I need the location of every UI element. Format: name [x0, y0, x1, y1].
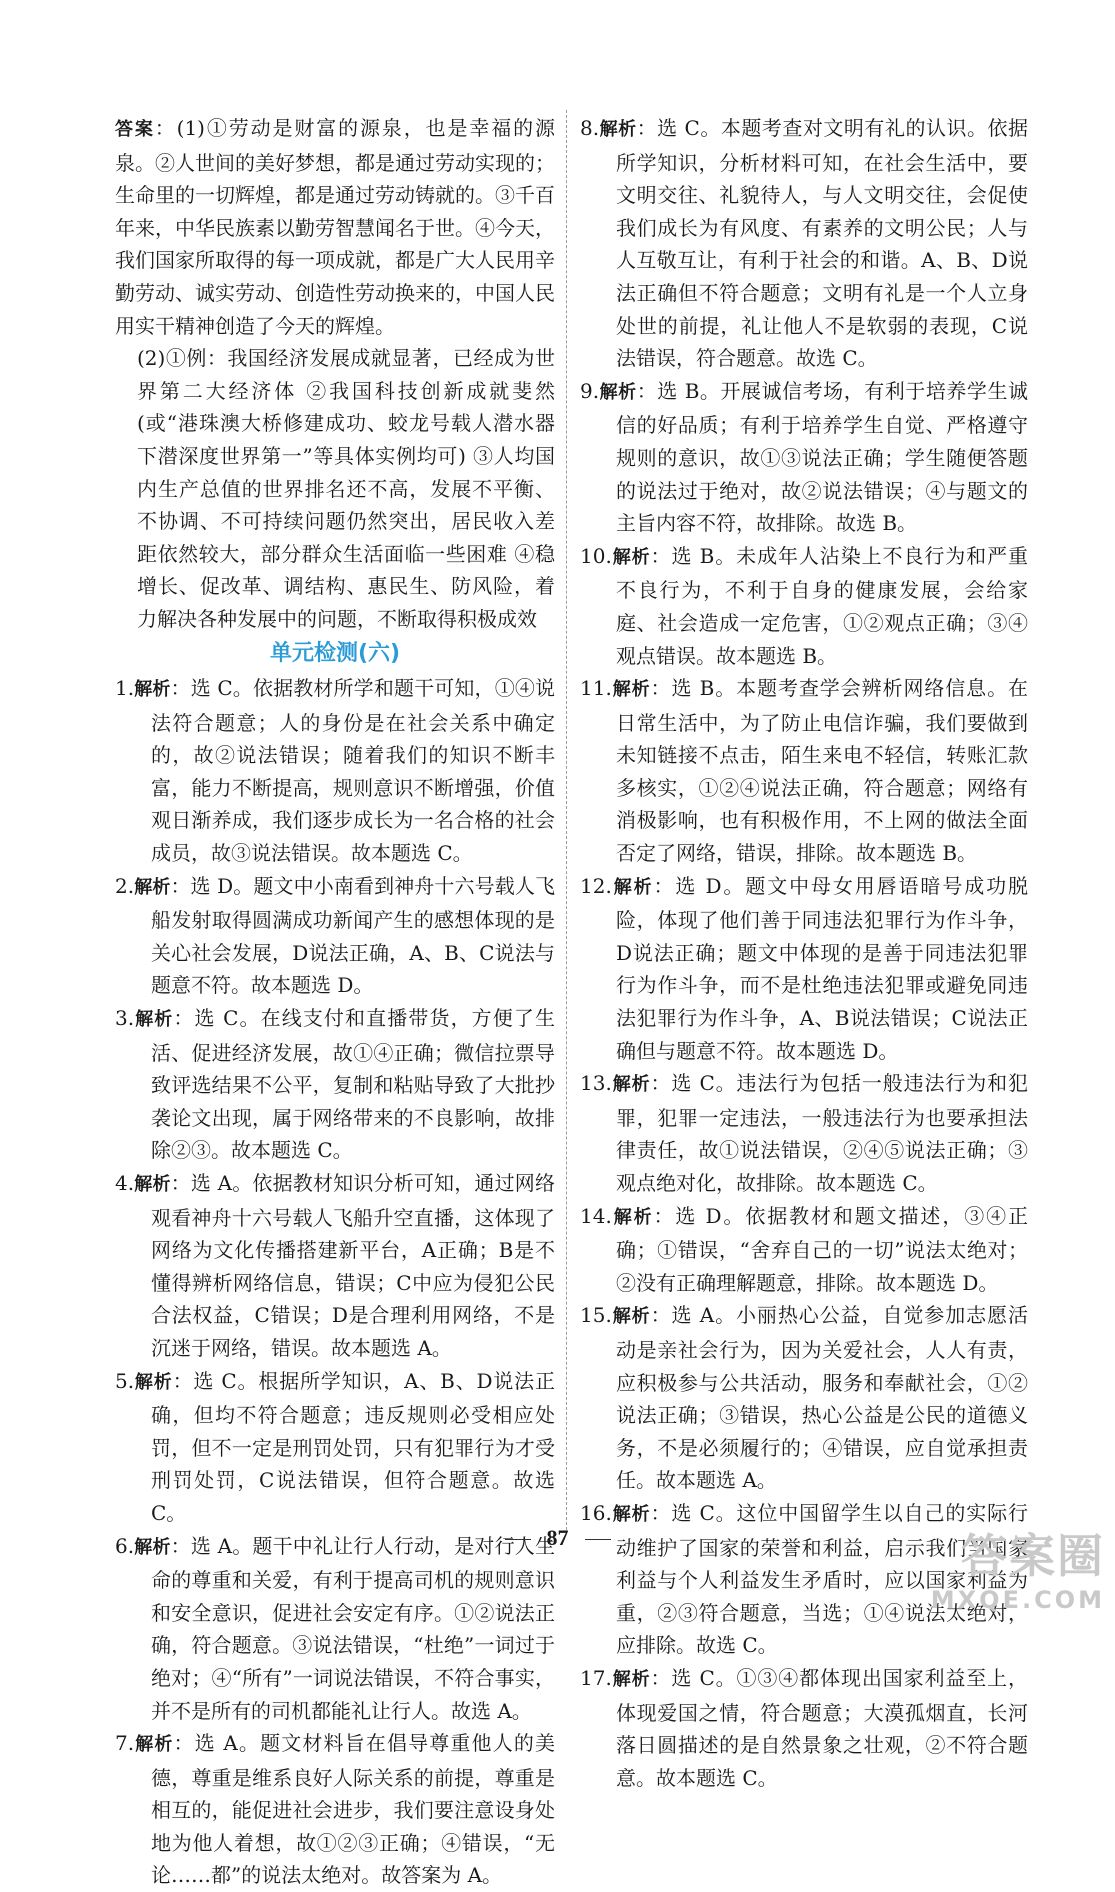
analysis-text: ：选 A。题干中礼让行人行动，是对行人生命的尊重和关爱，有利于提高司机的规则意识和安全意识，促进社会安定有序。①②说法正确，符合题意。③说法错误，“杜绝”一词过于绝对；④“所有”一词说法错误，不符合事实，并不是所有的司机都能礼让行人。故选 A。 [151, 1533, 555, 1723]
question-number: 8. [580, 116, 600, 140]
analysis-label: 解析 [611, 1503, 651, 1525]
analysis-label: 解析 [611, 679, 651, 701]
analysis-text: ：选 A。题文材料旨在倡导尊重他人的美德，尊重是维系良好人际关系的前提，尊重是相互的，能促进社会进步，我们要注意设身处地为他人着想，故①②③正确；④错误，“无论……都”的说法太绝对。故答案为 A。 [151, 1731, 555, 1888]
question-number: 7. [115, 1731, 135, 1756]
analysis-text: ：选 C。①③④都体现出国家利益至上，体现爱国之情，符合题意；大漠孤烟直，长河落日圆描述的是自然景象之壮观，②不符合题意。故本题选 C。 [616, 1665, 1028, 1790]
section-title: 单元检测(六) [269, 640, 401, 666]
question-item [115, 870, 555, 1002]
analysis-label: 解析 [134, 1734, 174, 1756]
analysis-text: ：选 D。题文中母女用唇语暗号成功脱险，体现了他们善于同违法犯罪行为作斗争，D说法正确；题文中体现的是善于同违法犯罪行为作斗争，而不是杜绝违法犯罪或避免同违法犯罪行为作斗争，A、B说法错误；C说法正确但与题意不符。故本题选 D。 [616, 873, 1028, 1063]
question-item [115, 1727, 555, 1892]
analysis-text: ：选 C。这位中国留学生以自己的实际行动维护了国家的荣誉和利益，启示我们当国家利益与个人利益发生矛盾时，应以国家利益为重，②③符合题意，当选；①④说法太绝对，应排除。故选 C。 [616, 1500, 1028, 1658]
column-divider [566, 110, 567, 1530]
analysis-label: 解析 [134, 1536, 171, 1558]
left-item-list [115, 672, 555, 1892]
question-number: 2. [115, 873, 135, 898]
analysis-text: ：选 B。本题考查学会辨析网络信息。在日常生活中，为了防止电信诈骗，我们要做到未知链接不点击，陌生来电不轻信，转账汇款多核实，①②④说法正确，符合题意；网络有消极影响，也有积极作用，不上网的做法全面否定了网络，错误，排除。故本题选 B。 [616, 676, 1028, 866]
page-number-text: 87 [546, 1525, 569, 1550]
question-item [580, 672, 1028, 870]
question-number: 10. [580, 543, 612, 568]
analysis-label: 解析 [611, 546, 651, 568]
question-item [115, 1365, 555, 1530]
answer-part-1: ：(1)①劳动是财富的源泉，也是幸福的源泉。②人世间的美好梦想，都是通过劳动实现的；生命里的一切辉煌，都是通过劳动铸就的。③千百年来，中华民族素以勤劳智慧闻名于世。④今天，我们国家所取得的每一项成就，都是广大人民用辛勤劳动、诚实劳动、创造性劳动换来的，中国人民用实干精神创造了今天的辉煌。 [115, 116, 555, 338]
question-item [580, 540, 1028, 672]
analysis-label: 解析 [134, 1371, 173, 1393]
analysis-text: ：选 A。依据教材知识分析可知，通过网络观看神舟十六号载人飞船升空直播，这体现了网络为文化传播搭建新平台，A正确；B是不懂得辨析网络信息，错误；C中应为侵犯公民合法权益，C错误；D是合理利用网络，不是沉迷于网络，错误。故本题选 A。 [151, 1171, 555, 1360]
question-item [580, 1200, 1028, 1300]
analysis-label: 解析 [611, 1206, 654, 1228]
analysis-text: ：选 B。未成年人沾染上不良行为和严重不良行为，不利于自身的健康发展，会给家庭、社会造成一定危害，①②观点正确；③④观点错误。故本题选 B。 [616, 543, 1028, 668]
analysis-label: 解析 [134, 679, 171, 701]
analysis-label: 解析 [611, 1074, 651, 1096]
question-item [115, 1167, 555, 1365]
question-number: 14. [580, 1203, 612, 1228]
question-number: 6. [115, 1533, 135, 1558]
question-item [115, 672, 555, 870]
question-number: 1. [115, 676, 135, 701]
question-number: 16. [580, 1500, 612, 1525]
question-item [580, 112, 1028, 375]
analysis-label: 解析 [599, 381, 637, 403]
analysis-label: 解析 [134, 1174, 171, 1195]
question-item [580, 375, 1028, 540]
question-item [115, 1002, 555, 1167]
analysis-text: ：选 C。在线支付和直播带货，方便了生活、促进经济发展，故①④正确；微信拉票导致评选结果不公平，复制和粘贴导致了大批抄袭论文出现，属于网络带来的不良影响，故排除②③。故本题选 C。 [151, 1006, 555, 1163]
analysis-text: ：选 C。本题考查对文明有礼的认识。依据所学知识，分析材料可知，在社会生活中，要文明交往、礼貌待人，与人文明交往，会促使我们成长为有风度、有素养的文明公民；人与人互敬互让，有利于社会的和谐。A、B、D说法正确但不符合题意；文明有礼是一个人立身处世的前提，礼让他人不是软弱的表现，C说法错误，符合题意。故选 C。 [616, 116, 1029, 371]
analysis-label: 解析 [611, 1306, 651, 1328]
analysis-text: ：选 A。小丽热心公益，自觉参加志愿活动是亲社会行为，因为关爱社会，人人有责，应积极参与公共活动，服务和奉献社会，①②说法正确；③错误，热心公益是公民的道德义务，不是必须履行的；④错误，应自觉承担责任。故本题选 A。 [616, 1303, 1029, 1493]
question-item [580, 1662, 1028, 1794]
question-number: 12. [580, 873, 612, 898]
analysis-text: ：选 B。开展诚信考场，有利于培养学生诚信的好品质；有利于培养学生自觉、严格遵守规则的意识，故①③说法正确；学生随便答题的说法过于绝对，故②说法错误；④与题文的主旨内容不符，故排除。故选 B。 [616, 378, 1029, 536]
page-dash-left [505, 1539, 531, 1540]
analysis-label: 解析 [599, 119, 637, 140]
question-number: 13. [580, 1071, 612, 1096]
question-number: 4. [115, 1171, 135, 1195]
analysis-text: ：选 D。依据教材和题文描述，③④正确；①错误，“舍弃自己的一切”说法太绝对；②没有正确理解题意，排除。故本题选 D。 [616, 1203, 1028, 1295]
question-number: 5. [115, 1368, 135, 1393]
analysis-text: ：选 D。题文中小南看到神舟十六号载人飞船发射取得圆满成功新闻产生的感想体现的是关心社会发展，D说法正确，A、B、C说法与题意不符。故本题选 D。 [151, 873, 555, 998]
question-item [580, 1067, 1028, 1199]
page-dash-right [585, 1539, 611, 1540]
question-item [580, 870, 1028, 1068]
question-number: 17. [580, 1665, 612, 1690]
analysis-text: ：选 C。违法行为包括一般违法行为和犯罪，犯罪一定违法，一般违法行为也要承担法律责任，故①说法错误，②④⑤说法正确；③观点绝对化，故排除。故本题选 C。 [616, 1071, 1028, 1195]
analysis-label: 解析 [134, 876, 171, 898]
analysis-label: 解析 [611, 876, 654, 898]
answer-label: 答案 [115, 119, 155, 140]
watermark-site: MXQE.COM [930, 1586, 1105, 1614]
question-number: 9. [580, 378, 600, 403]
question-number: 3. [115, 1006, 135, 1031]
analysis-text: ：选 C。根据所学知识，A、B、D说法正确，但均不符合题意；违反规则必受相应处罚，但不一定是刑罚处罚，只有犯罪行为才受刑罚处罚，C说法错误，但符合题意。故选 C。 [151, 1368, 555, 1525]
answer-part-2: (2)①例：我国经济发展成就显著，已经成为世界第二大经济体 ②我国科技创新成就斐然(或“港珠澳大桥修建成功、蛟龙号载人潜水器下潜深度世界第一”等具体实例均可) ③人均国内生产总值的世界排名还不高，发展不平衡、不协调、不可持续问题仍然突出，居民收入差距依然较大，部分群众生活面临一些困难 ④稳增长、促改革、调结构、惠民生、防风险，着力解决各种发展中的问题，不断取得积极成效 [137, 346, 555, 631]
watermark-title: 答案圈 [961, 1529, 1105, 1583]
analysis-text: ：选 C。依据教材所学和题干可知，①④说法符合题意；人的身份是在社会关系中确定的，故②说法错误；随着我们的知识不断丰富，能力不断提高，规则意识不断增强，价值观日渐养成，我们逐步成长为一名合格的社会成员，故③说法错误。故本题选 C。 [151, 676, 556, 866]
analysis-label: 解析 [134, 1009, 174, 1031]
question-number: 11. [580, 676, 612, 701]
analysis-label: 解析 [611, 1668, 651, 1690]
left-column [115, 112, 555, 1892]
question-item [580, 1299, 1028, 1497]
question-item [115, 1530, 555, 1728]
question-number: 15. [580, 1303, 612, 1328]
answer-block [115, 112, 555, 342]
